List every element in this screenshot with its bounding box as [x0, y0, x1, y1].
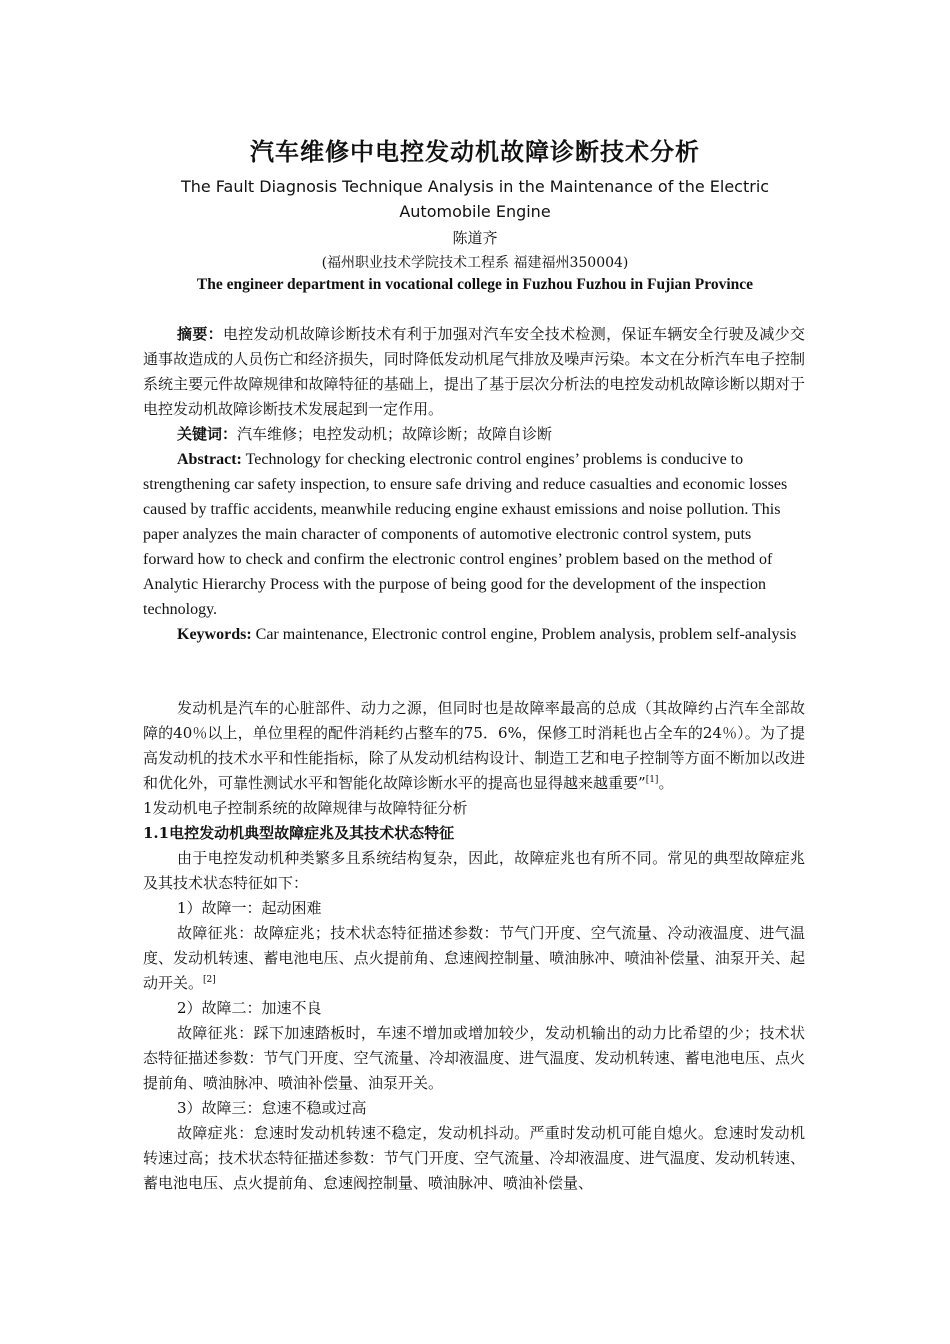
fault-2-text: 故障征兆：踩下加速踏板时，车速不增加或增加较少，发动机输出的动力比希望的少；技术状态特征描述参数：节气门开度、空气流量、冷却液温度、进气温度、发动机转速、蓄电池电压、点火提前角、喷油脉冲、喷油补偿量、油泵开关。	[143, 1024, 805, 1092]
abstract-en-label: Abstract:	[177, 451, 242, 468]
abstract-cn-label: 摘要：	[177, 325, 223, 343]
abstract-en-text: Technology for checking electronic control engines’ problems is conducive to strengthening car safety inspection, to ensure safe driving and reduce casualties and economic losses caused by traffic accidents, meanwhile reducing engine exhaust emissions and noise pollution. This paper analyzes the main character of components of automotive electronic control system, puts forward how to check and confirm the electronic control engines’ problem based on the method of Analytic Hierarchy Process with the purpose of being good for the development of the inspection technology.	[143, 451, 788, 618]
fault-3-heading: 3）故障三：怠速不稳或过高	[177, 1099, 367, 1117]
abstract-cn	[143, 322, 805, 422]
author-name: 陈道齐	[452, 229, 498, 247]
section-1-1-heading: 1.1电控发动机典型故障症兆及其技术状态特征	[143, 824, 455, 842]
keywords-cn	[143, 422, 805, 447]
keywords-cn-text: 汽车维修；电控发动机；故障诊断；故障自诊断	[237, 425, 553, 443]
fault-1-ref: [2]	[203, 975, 216, 985]
fault-2-heading: 2）故障二：加速不良	[177, 999, 322, 1017]
fault-1-heading: 1）故障一：起动困难	[177, 899, 322, 917]
fault-3-text: 故障症兆：怠速时发动机转速不稳定，发动机抖动。严重时发动机可能自熄火。怠速时发动机转速过高；技术状态特征描述参数：节气门开度、空气流量、冷却液温度、进气温度、发动机转速、蓄电池电压、点火提前角、怠速阀控制量、喷油脉冲、喷油补偿量、	[143, 1124, 805, 1192]
fault-1-body: 故障征兆：故障症兆；技术状态特征描述参数：节气门开度、空气流量、冷动液温度、进气温度、发动机转速、蓄电池电压、点火提前角、怠速阀控制量、喷油脉冲、喷油补偿量、油泵开关、起动开关。	[143, 924, 805, 992]
paper-title-en: The Fault Diagnosis Technique Analysis in the Maintenance of the Electric Automobile Engine	[180, 177, 770, 221]
intro-paragraph	[143, 696, 805, 796]
abstract-en	[143, 447, 805, 622]
paper-title: 汽车维修中电控发动机故障诊断技术分析	[250, 138, 700, 166]
abstract-cn-text: 电控发动机故障诊断技术有利于加强对汽车安全技术检测，保证车辆安全行驶及减少交通事故造成的人员伤亡和经济损失，同时降低发动机尾气排放及噪声污染。本文在分析汽车电子控制系统主要元件故障规律和故障特征的基础上，提出了基于层次分析法的电控发动机故障诊断以期对于电控发动机故障诊断技术发展起到一定作用。	[143, 325, 805, 418]
section-1-heading: 1发动机电子控制系统的故障规律与故障特征分析	[143, 799, 468, 817]
keywords-cn-label: 关键词：	[177, 425, 238, 443]
intro-ref: [1]	[645, 775, 659, 785]
main-body	[143, 696, 805, 1196]
keywords-en-label: Keywords:	[177, 626, 252, 643]
affiliation: (福州职业技术学院技术工程系 福建福州350004)	[321, 255, 629, 271]
fault-1-text	[143, 921, 805, 996]
keywords-en	[143, 622, 805, 647]
typical-faults-paragraph: 由于电控发动机种类繁多且系统结构复杂，因此，故障症兆也有所不同。常见的典型故障症兆及其技术状态特征如下：	[143, 849, 805, 892]
affiliation-en: The engineer department in vocational college in Fuzhou Fuzhou in Fujian Province	[196, 276, 754, 293]
intro-tail: 。	[658, 774, 674, 792]
keywords-en-text: Car maintenance, Electronic control engine, Problem analysis, problem self-analysis	[251, 626, 797, 643]
abstract-section	[143, 322, 805, 647]
intro-text: 发动机是汽车的心脏部件、动力之源，但同时也是故障率最高的总成（其故障约占汽车全部故障的40％以上，单位里程的配件消耗约占整车的75．6%，保修工时消耗也占全车的24％）。为了提高发动机的技术水平和性能指标，除了从发动机结构设计、制造工艺和电子控制等方面不断加以改进和优化外，可靠性测试水平和智能化故障诊断水平的提高也显得越来越重要”	[143, 699, 805, 792]
